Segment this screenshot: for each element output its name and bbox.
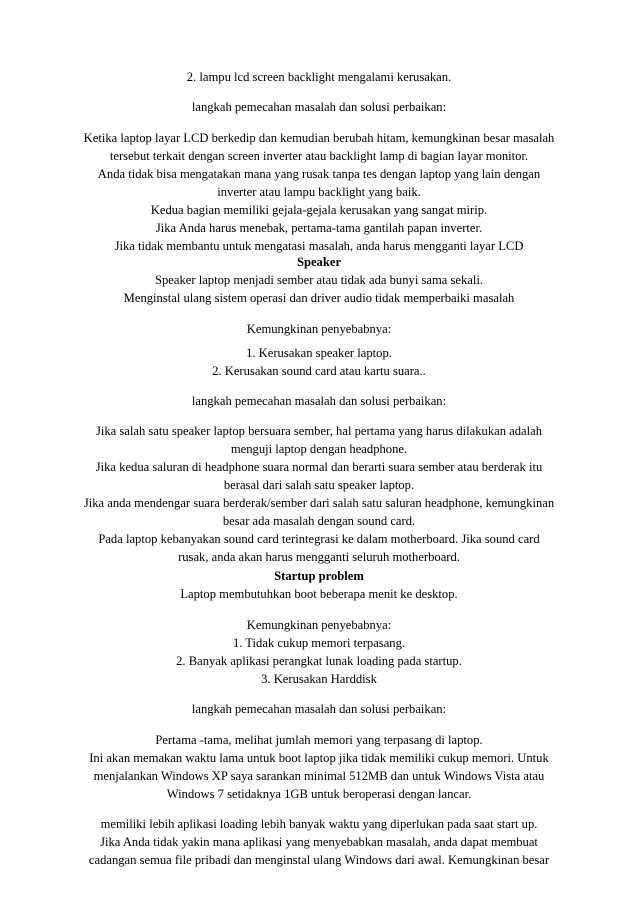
section-heading-speaker: Speaker <box>296 255 342 269</box>
list-item: 1. Tidak cukup memori terpasang. <box>232 636 406 650</box>
section-heading-startup: Startup problem <box>274 569 364 583</box>
paragraph-line: berasal dari salah satu speaker laptop. <box>223 478 415 492</box>
list-item: 1. Kerusakan speaker laptop. <box>246 346 392 360</box>
list-item: 2. Banyak aplikasi perangkat lunak loading pada startup. <box>176 654 462 668</box>
paragraph-line: Jika salah satu speaker laptop bersuara sember, hal pertama yang harus dilakukan adalah <box>95 424 543 438</box>
paragraph-line: Jika Anda tidak yakin mana aplikasi yang menyebabkan masalah, anda dapat membuat <box>100 835 538 849</box>
paragraph-line: Jika kedua saluran di headphone suara normal dan berarti suara sember atau berderak itu <box>95 460 543 474</box>
paragraph-line: menjalankan Windows XP saya sarankan minimal 512MB dan untuk Windows Vista atau <box>93 769 545 783</box>
paragraph-line: memiliki lebih aplikasi loading lebih banyak waktu yang diperlukan pada saat start up. <box>100 817 538 831</box>
paragraph-line: cadangan semua file pribadi dan menginstal ulang Windows dari awal. Kemungkinan besar <box>88 853 550 867</box>
paragraph-line: Ketika laptop layar LCD berkedip dan kemudian berubah hitam, kemungkinan besar masalah <box>83 131 555 145</box>
section-subheading: langkah pemecahan masalah dan solusi perbaikan: <box>191 394 447 408</box>
section-subheading: langkah pemecahan masalah dan solusi perbaikan: <box>191 100 447 114</box>
list-item: 2. Kerusakan sound card atau kartu suara.. <box>212 364 426 378</box>
paragraph-line: Speaker laptop menjadi sember atau tidak ada bunyi sama sekali. <box>154 273 484 287</box>
paragraph-line: Kedua bagian memiliki gejala-gejala kerusakan yang sangat mirip. <box>150 203 488 217</box>
paragraph-line: inverter atau lampu backlight yang baik. <box>217 185 421 199</box>
paragraph-line: Jika anda mendengar suara berderak/sember dari salah satu saluran headphone, kemungkinan <box>83 496 555 510</box>
section-subheading: langkah pemecahan masalah dan solusi perbaikan: <box>191 702 447 716</box>
paragraph-line: menguji laptop dengan headphone. <box>230 442 408 456</box>
section-subheading: Kemungkinan penyebabnya: <box>246 322 392 336</box>
paragraph-line: Anda tidak bisa mengatakan mana yang rusak tanpa tes dengan laptop yang lain dengan <box>97 167 541 181</box>
paragraph-line: Menginstal ulang sistem operasi dan driver audio tidak memperbaiki masalah <box>123 291 515 305</box>
paragraph-line: Windows 7 setidaknya 1GB untuk beroperasi dengan lancar. <box>166 787 472 801</box>
paragraph-line: Pertama -tama, melihat jumlah memori yang terpasang di laptop. <box>155 733 483 747</box>
paragraph-line: tersebut terkait dengan screen inverter atau backlight lamp di bagian layar monitor. <box>109 149 529 163</box>
paragraph-line: besar ada masalah dengan sound card. <box>222 514 416 528</box>
paragraph-line: rusak, anda akan harus mengganti seluruh motherboard. <box>178 550 460 564</box>
paragraph-line: Pada laptop kebanyakan sound card terintegrasi ke dalam motherboard. Jika sound card <box>98 532 540 546</box>
list-item: 3. Kerusakan Harddisk <box>261 672 377 686</box>
paragraph-line: Jika Anda harus menebak, pertama-tama gantilah papan inverter. <box>155 221 483 235</box>
paragraph-line: Ini akan memakan waktu lama untuk boot laptop jika tidak memiliki cukup memori. Untuk <box>89 751 549 765</box>
paragraph-line: Jika tidak membantu untuk mengatasi masalah, anda harus mengganti layar LCD <box>114 239 524 253</box>
paragraph-line: Laptop membutuhkan boot beberapa menit ke desktop. <box>180 587 458 601</box>
section-subheading: Kemungkinan penyebabnya: <box>246 618 392 632</box>
list-item-backlight: 2. lampu lcd screen backlight mengalami kerusakan. <box>186 70 452 84</box>
